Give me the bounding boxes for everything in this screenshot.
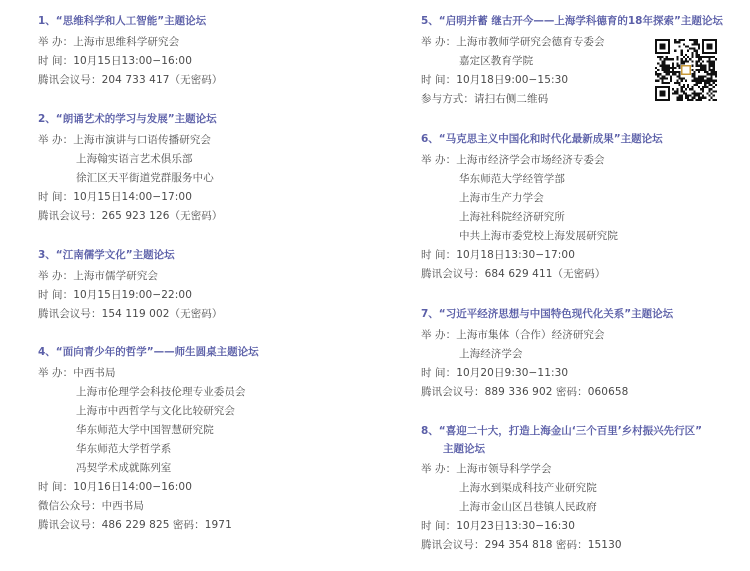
forum-title: 4、“面向青少年的哲学”——师生圆桌主题论坛 [38,346,259,358]
organizer-line: 上海翰实语言艺术俱乐部 [76,153,193,165]
organizer-line: 中共上海市委党校上海发展研究院 [459,230,618,242]
organizer-line: 华东师范大学中国智慧研究院 [76,424,214,436]
time-line: 时 间：10月23日13:30−16:30 [421,520,575,532]
organizer-line: 上海市生产力学会 [459,192,544,204]
organizer-line: 华东师范大学哲学系 [76,443,172,455]
organizer-line: 举 办：上海市儒学研究会 [38,270,159,282]
organizer-line: 上海社科院经济研究所 [459,211,565,223]
forum-1 [38,13,383,90]
time-line: 时 间：10月18日9:00−15:30 [421,74,569,86]
organizer-line: 举 办：上海市教师学研究会德育专委会 [421,36,605,48]
forum-title: 3、“江南儒学文化”主题论坛 [38,249,175,261]
organizer-line: 嘉定区教育学院 [459,55,534,67]
organizer-line: 举 办：上海市演讲与口语传播研究会 [38,134,212,146]
organizer-line: 举 办：上海市经济学会市场经济专委会 [421,154,605,166]
organizer-line: 上海经济学会 [459,348,523,360]
organizer-line: 华东师范大学经管学部 [459,173,565,185]
forum-title: 8、“喜迎二十大，打造上海金山‘三个百里’乡村振兴先行区” [421,425,703,437]
forum-title: 6、“马克思主义中国化和时代化最新成果”主题论坛 [421,133,663,145]
meeting-id-line: 腾讯会议号：294 354 818 密码：15130 [421,539,622,551]
organizer-line: 上海水到渠成科技产业研究院 [459,482,597,494]
organizer-line: 上海市中西哲学与文化比较研究会 [76,405,235,417]
organizer-line: 上海市伦理学会科技伦理专业委员会 [76,386,246,398]
time-line: 时 间：10月15日13:00−16:00 [38,55,192,67]
forum-4 [38,344,383,535]
forum-title: 5、“启明并蓄 继古开今——上海学科德育的18年探索”主题论坛 [421,15,723,27]
organizer-line: 冯契学术成就陈列室 [76,462,172,474]
time-line: 时 间：10月18日13:30−17:00 [421,249,575,261]
forum-title-continuation: 主题论坛 [443,443,485,455]
time-line: 时 间：10月15日19:00−22:00 [38,289,192,301]
meeting-id-line: 腾讯会议号：204 733 417（无密码） [38,74,223,86]
organizer-line: 举 办：上海市集体（合作）经济研究会 [421,329,605,341]
time-line: 时 间：10月16日14:00−16:00 [38,481,192,493]
participation-line: 参与方式：请扫右侧二维码 [421,93,549,105]
forum-7 [421,306,746,402]
forum-title: 1、“思维科学和人工智能”主题论坛 [38,15,207,27]
organizer-line: 举 办：上海市思维科学研究会 [38,36,180,48]
forum-3 [38,247,383,324]
organizer-line: 徐汇区天平街道党群服务中心 [76,172,214,184]
qr-code-graphic [655,39,717,101]
forum-8 [421,423,746,555]
meeting-id-line: 腾讯会议号：154 119 002（无密码） [38,308,223,320]
organizer-line: 举 办：中西书局 [38,367,116,379]
forum-6 [421,131,746,284]
wechat-line: 微信公众号：中西书局 [38,500,144,512]
meeting-id-line: 腾讯会议号：265 923 126（无密码） [38,210,223,222]
forum-title: 7、“习近平经济思想与中国特色现代化关系”主题论坛 [421,308,674,320]
forum-title: 2、“朗诵艺术的学习与发展”主题论坛 [38,113,217,125]
forum-2 [38,111,383,226]
time-line: 时 间：10月15日14:00−17:00 [38,191,192,203]
time-line: 时 间：10月20日9:30−11:30 [421,367,569,379]
meeting-id-line: 腾讯会议号：486 229 825 密码：1971 [38,519,232,531]
organizer-line: 上海市金山区吕巷镇人民政府 [459,501,597,513]
organizer-line: 举 办：上海市领导科学学会 [421,463,552,475]
meeting-id-line: 腾讯会议号：889 336 902 密码：060658 [421,386,629,398]
qr-code-image[interactable] [655,39,717,101]
meeting-id-line: 腾讯会议号：684 629 411（无密码） [421,268,606,280]
